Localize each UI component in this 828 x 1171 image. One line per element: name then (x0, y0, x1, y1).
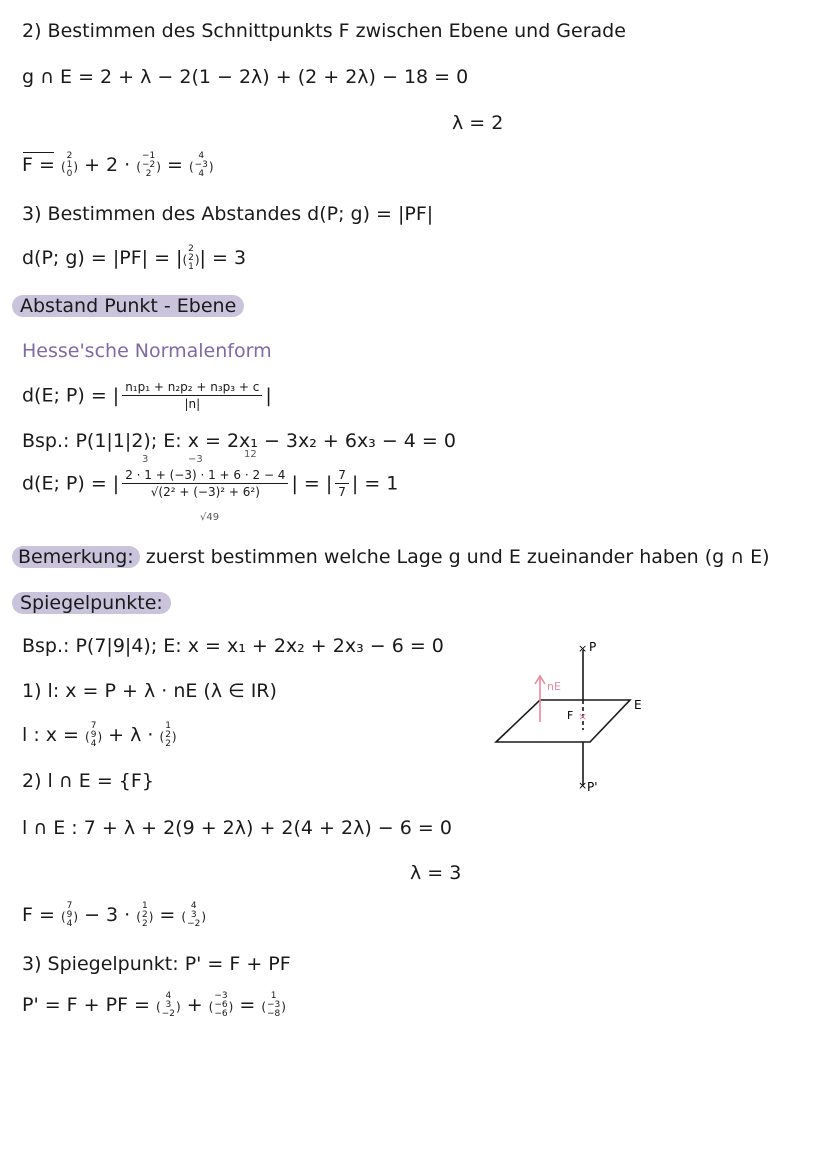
vec-col: 2 2 1 (188, 244, 194, 272)
spiegel-p-line: P' = F + PF = ( 4 3 −2 ) + ( −3 −6 −6 ) = ( 1 −3 −8 ) (22, 991, 286, 1019)
vector-F: F = (22, 154, 55, 176)
vec-col: 4 3 −2 (161, 991, 175, 1019)
hesse-formula: d(E; P) = | $\frac{\text{n₁p₁ + n₂p₂ + n₃p₃ + c}}{|n|}$ | (22, 380, 272, 412)
section2-equation: g ∩ E = 2 + λ − 2(1 − 2λ) + (2 + 2λ) − 18 = 0 (22, 66, 469, 88)
annot-3: 3 (142, 454, 149, 465)
vec-col: −1 −2 2 (141, 151, 156, 179)
spiegel-step2: 2) l ∩ E = {F} (22, 770, 154, 792)
spiegel-step2-eq: l ∩ E : 7 + λ + 2(9 + 2λ) + 2(4 + 2λ) − 6 = 0 (22, 817, 452, 839)
spiegel-step3: 3) Spiegelpunkt: P' = F + PF (22, 953, 291, 975)
section2-lambda: λ = 2 (452, 112, 504, 134)
section3-heading: 3) Bestimmen des Abstandes d(P; g) = |PF| (22, 203, 434, 225)
vec-col: 1 2 2 (141, 901, 148, 929)
plane-E (496, 700, 630, 742)
vec-col: 7 9 4 (66, 901, 73, 929)
cross-P: × (578, 642, 588, 655)
cross-Pp: × (578, 779, 588, 792)
spiegel-lambda: λ = 3 (410, 862, 462, 884)
section3-line: d(P; g) = |PF| = |( 2 2 1 )| = 3 (22, 244, 247, 272)
annot-12: 12 (244, 449, 257, 460)
section2-F-line: F = ( 2 1 0 ) + 2 · ( −1 −2 2 ) = ( 4 −3 4 ) (22, 151, 214, 179)
spiegel-l-line: l : x = ( 7 9 4 ) + λ · ( 1 2 2 ) (22, 721, 177, 749)
bemerkung-line (12, 546, 770, 569)
bemerkung-text: zuerst bestimmen welche Lage g und E zueinander haben (g ∩ E) (145, 546, 770, 568)
hesse-title: Hesse'sche Normalenform (22, 340, 272, 362)
vec-col: 1 −3 −8 (267, 991, 281, 1019)
cross-F: × (578, 710, 588, 723)
calc-fraction: $\frac{2 \cdot 1 + (-3) \cdot 1 + 6 \cdot 2 - 4}{\text{√(2² + (−3)² + 6²)}}$ (122, 468, 288, 500)
label-E: E (634, 698, 642, 712)
label-Pp: P' (587, 780, 598, 794)
vec-col: 2 1 0 (66, 151, 73, 179)
vec-col: 1 2 2 (165, 721, 171, 749)
calc-fraction-2: $\frac{7}{7}$ (335, 468, 349, 500)
vec-col: 4 −3 4 (194, 151, 208, 179)
spiegel-step1: 1) l: x = P + λ · nE (λ ∈ IR) (22, 680, 277, 702)
annot-sqrt49: √49 (200, 512, 220, 523)
reflection-diagram (480, 630, 660, 800)
vec-col: −3 −6 −6 (214, 991, 228, 1019)
spiegel-heading: Spiegelpunkte: (12, 592, 171, 614)
label-P: P (589, 640, 597, 654)
hesse-example: Bsp.: P(1|1|2); E: x = 2x₁ − 3x₂ + 6x₃ − 4 = 0 (22, 430, 456, 452)
hesse-fraction: $\frac{\text{n₁p₁ + n₂p₂ + n₃p₃ + c}}{|n|}$ (122, 380, 262, 412)
spiegel-F-line: F = ( 7 9 4 ) − 3 · ( 1 2 2 ) = ( 4 3 −2 ) (22, 901, 207, 929)
vec-col: 7 9 4 (90, 721, 97, 749)
annot-neg3: −3 (188, 454, 203, 465)
hesse-calc: d(E; P) = | $\frac{2 \cdot 1 + (-3) \cdot 1 + 6 \cdot 2 - 4}{\text{√(2² + (−3)² + 6²)}}$ | = | $\frac{7}{7}$ | = 1 (22, 468, 399, 500)
abstand-heading: Abstand Punkt - Ebene (12, 295, 244, 317)
label-F: F (567, 709, 574, 722)
vec-col: 4 3 −2 (187, 901, 201, 929)
section2-heading: 2) Bestimmen des Schnittpunkts F zwischen Ebene und Gerade (22, 20, 626, 42)
label-nE: nE (547, 680, 561, 693)
bemerkung-label: Bemerkung: (12, 546, 140, 568)
spiegel-example: Bsp.: P(7|9|4); E: x = x₁ + 2x₂ + 2x₃ − 6 = 0 (22, 635, 444, 657)
